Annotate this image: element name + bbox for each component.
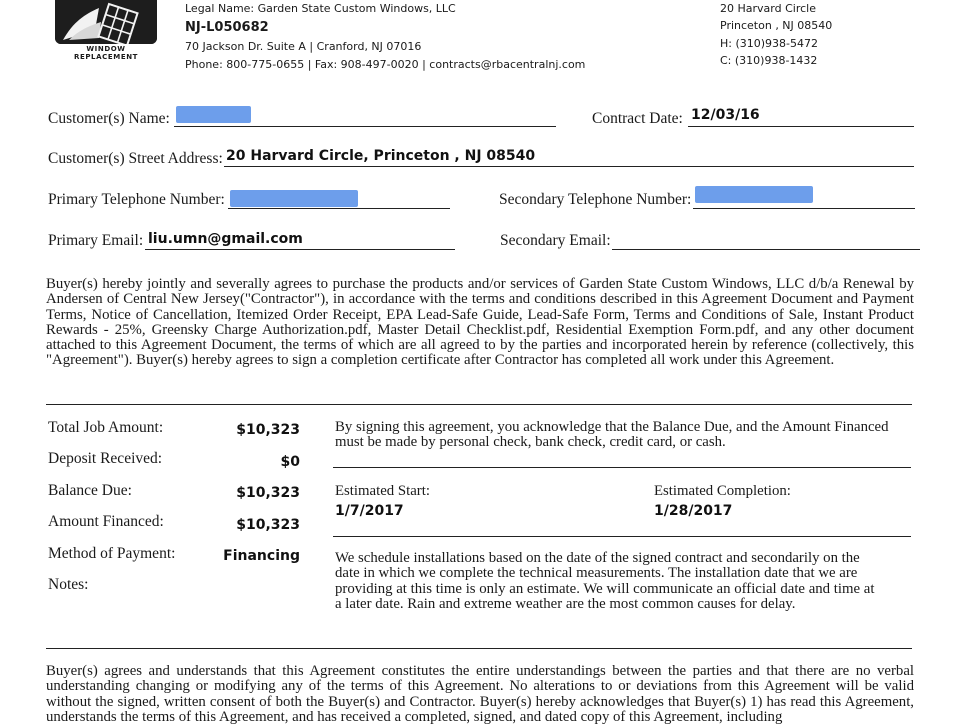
company-contact: Phone: 800-775-0655 | Fax: 908-497-0020 | contracts@rbacentralnj.com: [185, 58, 586, 71]
company-logo: [55, 0, 157, 61]
street-address-label: Customer(s) Street Address:: [48, 150, 223, 167]
total-job-amount-value: $10,323: [236, 422, 300, 438]
legal-name: Legal Name: Garden State Custom Windows, LLC: [185, 2, 456, 15]
customer-header-cell-phone: C: (310)938-1432: [720, 54, 818, 67]
primary-phone-label: Primary Telephone Number:: [48, 191, 225, 208]
deposit-received-label: Deposit Received:: [48, 450, 163, 467]
street-address-line: [224, 166, 914, 167]
estimated-start-label: Estimated Start:: [335, 483, 430, 499]
customer-name-line: [174, 126, 556, 127]
redacted-secondary-phone: [695, 186, 813, 203]
redacted-primary-phone: [230, 190, 358, 207]
secondary-phone-line: [693, 208, 915, 209]
primary-email-line: [145, 249, 455, 250]
signing-divider: [333, 467, 911, 468]
section-divider-top: [46, 404, 912, 405]
agreement-paragraph: Buyer(s) hereby jointly and severally agrees to purchase the products and/or services of Garden State Custom Windows, LLC d/b/a Renewal by Andersen of Central New Jersey("Contractor"), in accordance with the terms and conditions described in this Agreement Document and Payment Terms, Notice of Cancellation, Itemized Order Receipt, EPA Lead-Safe Guide, Lead-Safe Form, Terms and Conditions of Sale, Instant Product Rewards - 25%, Greensky Charge Authorization.pdf, Master Detail Checklist.pdf, Residential Exemption Form.pdf, and any other document attached to this Agreement Document, the terms of which are all agreed to by the parties and incorporated herein by reference (collectively, this "Agreement"). Buyer(s) hereby agrees to sign a completion certificate after Contractor has completed all work under this Agreement.: [46, 276, 914, 369]
customer-header-home-phone: H: (310)938-5472: [720, 37, 819, 50]
customer-name-label: Customer(s) Name:: [48, 110, 170, 127]
secondary-email-label: Secondary Email:: [500, 232, 611, 249]
section-divider-bottom: [46, 648, 912, 649]
payment-method-label: Method of Payment:: [48, 545, 176, 562]
balance-due-label: Balance Due:: [48, 482, 132, 499]
customer-header-street: 20 Harvard Circle: [720, 2, 816, 15]
primary-email-value: liu.umn@gmail.com: [148, 231, 303, 247]
redacted-customer-name: [176, 106, 251, 123]
amount-financed-value: $10,323: [236, 517, 300, 533]
schedule-note: We schedule installations based on the date of the signed contract and secondarily on the date in which we complete the technical measurements. The installation date that we are providing at this time is only an estimate. We will communicate an official date and time at a later date. Rain and extreme weather are the most common causes for delay.: [335, 550, 875, 612]
notes-label: Notes:: [48, 576, 89, 593]
contract-date-label: Contract Date:: [592, 110, 683, 127]
estimated-completion-value: 1/28/2017: [654, 503, 733, 519]
customer-header-city: Princeton , NJ 08540: [720, 19, 833, 32]
street-address-value: 20 Harvard Circle, Princeton , NJ 08540: [226, 148, 536, 164]
estimated-start-value: 1/7/2017: [335, 503, 404, 519]
contract-date-value: 12/03/16: [691, 107, 760, 123]
secondary-email-line: [612, 249, 920, 250]
window-logo-icon: [55, 0, 157, 44]
company-address: 70 Jackson Dr. Suite A | Cranford, NJ 07016: [185, 40, 422, 53]
signing-acknowledgement: By signing this agreement, you acknowledge that the Balance Due, and the Amount Financed must be made by personal check, bank check, credit card, or cash.: [335, 419, 889, 451]
secondary-phone-label: Secondary Telephone Number:: [499, 191, 692, 208]
schedule-divider: [333, 536, 911, 537]
total-job-amount-label: Total Job Amount:: [48, 419, 164, 436]
payment-method-value: Financing: [223, 548, 300, 564]
entire-agreement-paragraph: Buyer(s) agrees and understands that this Agreement constitutes the entire understandings between the parties and that there are no verbal understanding changing or modifying any of the terms of this Agreement. No alterations to or deviations from this Agreement will be valid without the signed, written consent of both the Buyer(s) and Contractor. Buyer(s) hereby acknowledges that Buyer(s) 1) has read this Agreement, understands the terms of this Agreement, and has received a completed, signed, and dated copy of this Agreement, including: [46, 663, 914, 725]
license-number: NJ-L050682: [185, 20, 269, 35]
contract-date-line: [688, 126, 914, 127]
primary-email-label: Primary Email:: [48, 232, 144, 249]
estimated-completion-label: Estimated Completion:: [654, 483, 791, 499]
logo-text: WINDOW REPLACEMENT: [73, 45, 139, 61]
deposit-received-value: $0: [280, 454, 300, 470]
balance-due-value: $10,323: [236, 485, 300, 501]
amount-financed-label: Amount Financed:: [48, 513, 164, 530]
primary-phone-line: [228, 208, 450, 209]
